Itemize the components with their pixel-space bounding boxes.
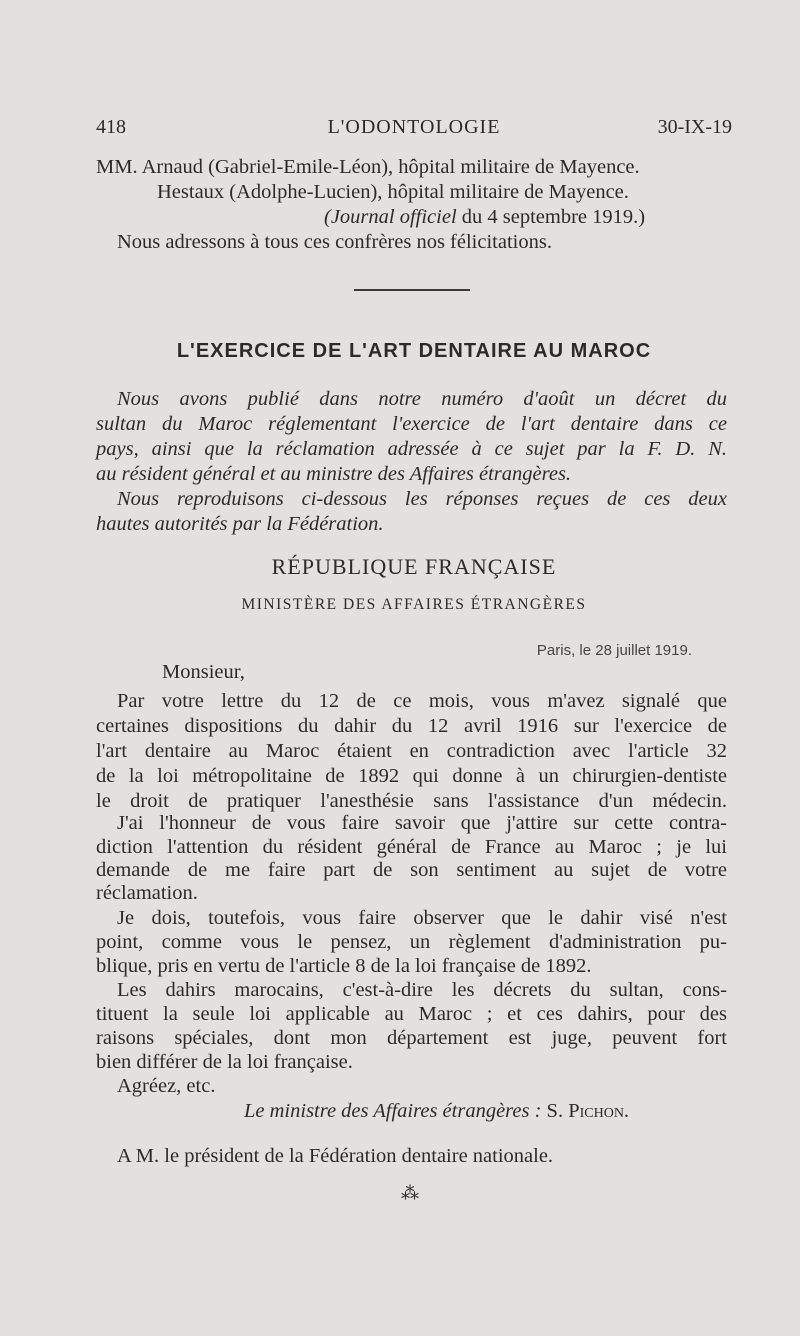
letter-line: Les dahirs marocains, c'est-à-dire les décrets du sultan, cons- (117, 979, 727, 1001)
page-number: 418 (96, 116, 126, 138)
letter-line: le droit de pratiquer l'anesthésie sans l'assistance d'un médecin. (96, 790, 727, 812)
letter-closing: Agréez, etc. (117, 1075, 216, 1097)
intro-line: Nous avons publié dans notre numéro d'août un décret du (117, 388, 727, 410)
promotion-line-1: MM. Arnaud (Gabriel-Emile-Léon), hôpital militaire de Mayence. (96, 156, 640, 178)
letter-salutation: Monsieur, (162, 661, 245, 683)
letter-line: l'art dentaire au Maroc étaient en contradiction avec l'article 32 (96, 740, 727, 762)
promotion-line-4: Nous adressons à tous ces confrères nos félicitations. (117, 231, 552, 253)
republic-heading: RÉPUBLIQUE FRANÇAISE (271, 554, 557, 579)
asterism-separator: ⁂ (401, 1183, 419, 1203)
ministry-heading: MINISTÈRE DES AFFAIRES ÉTRANGÈRES (241, 596, 587, 613)
letter-line: certaines dispositions du dahir du 12 avril 1916 sur l'exercice de (96, 715, 727, 737)
letter-addressee: A M. le président de la Fédération dentaire nationale. (117, 1145, 554, 1167)
issue-date: 30-IX-19 (657, 116, 732, 138)
signature-title: Le ministre des Affaires étrangères : (244, 1100, 542, 1122)
letter-dateline: Paris, le 28 juillet 1919. (536, 642, 692, 659)
letter-line: réclamation. (96, 882, 198, 904)
letter-line: J'ai l'honneur de vous faire savoir que j'attire sur cette contra- (117, 812, 727, 834)
promotion-source: (Journal officiel (324, 206, 457, 228)
letter-line: demande de me faire part de son sentiment au sujet de votre (96, 859, 727, 881)
running-header (96, 116, 732, 142)
intro-line: pays, ainsi que la réclamation adressée à ce sujet par la F. D. N. (96, 438, 727, 460)
intro-line: au résident général et au ministre des Affaires étrangères. (96, 463, 572, 485)
letter-line: de la loi métropolitaine de 1892 qui donne à un chirurgien-dentiste (96, 765, 727, 787)
section-divider (354, 289, 470, 291)
intro-line: sultan du Maroc réglementant l'exercice de l'art dentaire dans ce (96, 413, 727, 435)
journal-title: L'ODONTOLOGIE (327, 116, 501, 138)
intro-line: hautes autorités par la Fédération. (96, 513, 384, 535)
signature-name: S. Pichon. (546, 1100, 630, 1122)
letter-line: diction l'attention du résident général de France au Maroc ; je lui (96, 836, 727, 858)
promotion-source-date: du 4 septembre 1919.) (461, 206, 646, 228)
letter-line: Par votre lettre du 12 de ce mois, vous m'avez signalé que (117, 690, 727, 712)
promotion-line-2: Hestaux (Adolphe-Lucien), hôpital militaire de Mayence. (157, 181, 629, 203)
letter-line: Je dois, toutefois, vous faire observer que le dahir visé n'est (117, 907, 727, 929)
section-title: L'EXERCICE DE L'ART DENTAIRE AU MAROC (176, 340, 652, 362)
promotion-source-line (324, 204, 645, 230)
letter-line: point, comme vous le pensez, un règlement d'administration pu- (96, 931, 727, 953)
letter-line: raisons spéciales, dont mon département est juge, peuvent fort (96, 1027, 727, 1049)
intro-line: Nous reproduisons ci-dessous les réponses reçues de ces deux (117, 488, 727, 510)
letter-line: bien différer de la loi française. (96, 1051, 353, 1073)
letter-line: blique, pris en vertu de l'article 8 de la loi française de 1892. (96, 955, 592, 977)
letter-signature (244, 1098, 629, 1124)
letter-line: tituent la seule loi applicable au Maroc ; et ces dahirs, pour des (96, 1003, 727, 1025)
